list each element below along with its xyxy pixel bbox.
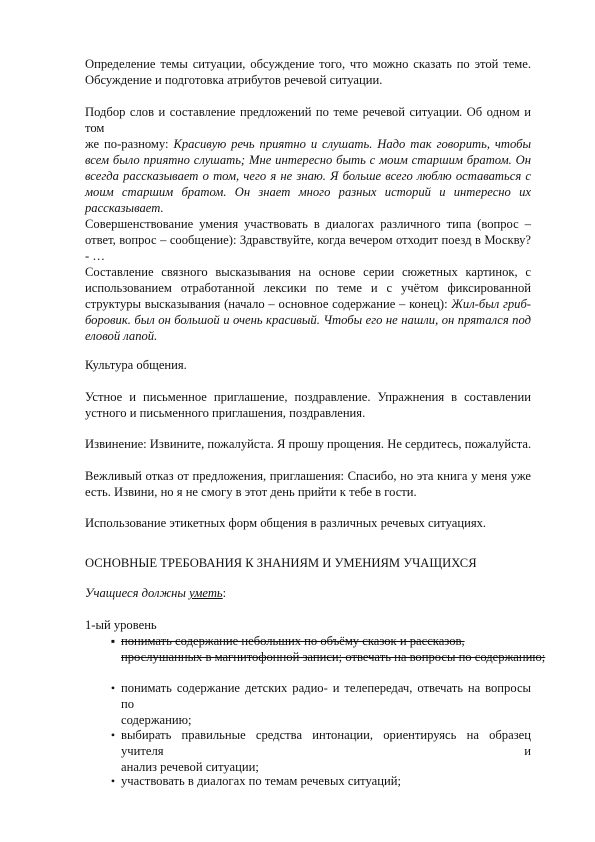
text-italic: боровик. был он большой и очень красивый. Чтобы его не нашли, он прятался под xyxy=(85,313,531,327)
round-bullet-icon: • xyxy=(110,774,116,788)
text-line: понимать содержание небольших по объёму сказок и рассказов, xyxy=(121,634,465,648)
text-underlined: уметь xyxy=(189,586,223,600)
text-line xyxy=(85,296,531,312)
text-line: Составление связного высказывания на основе серии сюжетных картинок, с xyxy=(85,265,531,279)
heading-text: ОСНОВНЫЕ ТРЕБОВАНИЯ К ЗНАНИЯМ И УМЕНИЯМ УЧАЩИХСЯ xyxy=(85,556,477,570)
paragraph-apology xyxy=(85,436,531,452)
text-line: Обсуждение и подготовка атрибутов речевой ситуации. xyxy=(85,73,383,87)
text-italic: Учащиеся должны xyxy=(85,586,190,600)
section-heading xyxy=(85,555,531,571)
text-line: выбирать правильные средства интонации, ориентируясь на образец учителя и xyxy=(121,728,531,758)
text-line: ответ, вопрос – сообщение): Здравствуйте, когда вечером отходит поезд в Москву? xyxy=(85,233,531,247)
list-item-text xyxy=(121,727,531,775)
text-line xyxy=(85,200,531,216)
text-line: 1-ый уровень xyxy=(85,618,157,632)
round-bullet-icon: • xyxy=(110,681,116,695)
text-plain: : xyxy=(222,586,227,600)
text-line: Извинение: Извините, пожалуйста. Я прошу прощения. Не сердитесь, пожалуйста. xyxy=(85,437,532,451)
text-line: Культура общения. xyxy=(85,358,187,372)
text-line: Использование этикетных форм общения в различных речевых ситуациях. xyxy=(85,516,487,530)
text-italic: Красивую речь приятно и слушать. Надо так говорить, чтобы xyxy=(173,137,531,151)
paragraph-word-selection xyxy=(85,104,531,216)
text-line: анализ речевой ситуации; xyxy=(121,760,259,774)
text-line: содержанию; xyxy=(121,713,192,727)
text-line xyxy=(85,168,531,184)
text-plain: структуры высказывания (начало – основное содержание – конец): xyxy=(85,297,452,311)
text-italic: Жил-был гриб- xyxy=(451,297,531,311)
list-item-text xyxy=(121,773,531,789)
text-line: Вежливый отказ от предложения, приглашения: Спасибо, но эта книга у меня уже xyxy=(85,469,531,483)
text-line: понимать содержание детских радио- и телепередач, отвечать на вопросы по xyxy=(121,681,531,711)
text-line: Определение темы ситуации, обсуждение того, что можно сказать по этой теме. xyxy=(85,57,531,71)
text-line xyxy=(85,184,531,200)
level-label xyxy=(85,617,531,633)
text-line: использованием отработанной лексики по теме и с учётом фиксированной xyxy=(85,281,531,295)
list-item-text xyxy=(121,633,546,665)
paragraph-topic-definition xyxy=(85,56,531,88)
text-line xyxy=(85,328,531,344)
paragraph-polite-refusal xyxy=(85,468,531,500)
text-line: Устное и письменное приглашение, поздравление. Упражнения в составлении xyxy=(85,390,531,404)
text-line: прослушанных в магнитофонной записи; отвечать на вопросы по содержанию; xyxy=(121,650,546,664)
square-bullet-icon: ▪ xyxy=(110,634,116,648)
list-item-text xyxy=(121,680,531,728)
text-line: Подбор слов и составление предложений по теме речевой ситуации. Об одном и том xyxy=(85,105,531,135)
text-italic: моим старшим братом. Он знает много разных историй и интересно их xyxy=(85,185,531,199)
text-line xyxy=(85,585,531,601)
text-line xyxy=(85,312,531,328)
paragraph-etiquette xyxy=(85,515,531,531)
text-line: Совершенствование умения участвовать в диалогах различного типа (вопрос – xyxy=(85,217,531,231)
paragraph-invitation xyxy=(85,389,531,421)
text-italic: всегда рассказывает о том, чего я не знаю. Я больше всего люблю оставаться с xyxy=(85,169,531,183)
paragraph-dialogue xyxy=(85,216,531,344)
text-line: устного и письменного приглашения, поздравления. xyxy=(85,406,366,420)
text-line: - … xyxy=(85,249,105,263)
round-bullet-icon: • xyxy=(110,728,116,742)
text-line: участвовать в диалогах по темам речевых ситуаций; xyxy=(121,774,401,788)
text-line xyxy=(85,152,531,168)
text-italic: еловой лапой. xyxy=(85,329,158,343)
students-should-line xyxy=(85,585,531,601)
text-italic: рассказывает. xyxy=(85,201,164,215)
text-italic: всем было приятно слушать; Мне интересно быть с моим старшим братом. Он xyxy=(85,153,531,167)
text-line: есть. Извини, но я не смогу в этот день прийти к тебе в гости. xyxy=(85,485,417,499)
paragraph-communication-culture xyxy=(85,357,531,373)
text-line xyxy=(85,136,531,152)
text-plain: же по-разному: xyxy=(85,137,174,151)
